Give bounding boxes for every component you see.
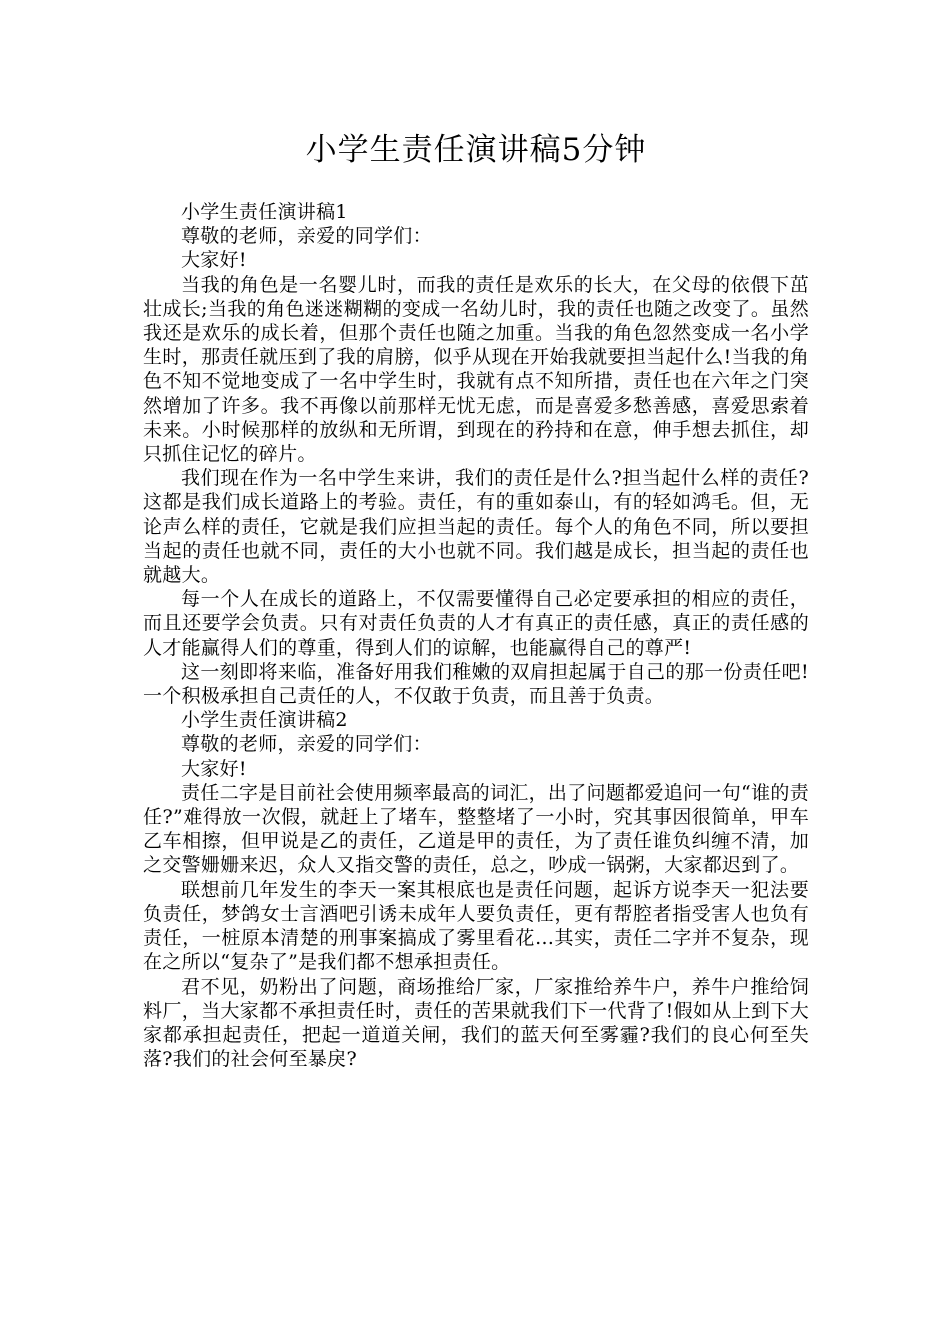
document-page bbox=[143, 0, 809, 1344]
speech-1-paragraph: 每一个人在成长的道路上，不仅需要懂得自己必定要承担的相应的责任，而且还要学会负责。只有对责任负责的人才有真正的责任感，真正的责任感的人才能赢得人们的尊重，得到人们的谅解，也能赢得自己的尊严! bbox=[143, 588, 809, 659]
speech-2-greeting: 大家好! bbox=[181, 757, 247, 780]
speech-2-paragraph: 君不见，奶粉出了问题，商场推给厂家，厂家推给养牛户，养牛户推给饲料厂，当大家都不承担责任时，责任的苦果就我们下一代背了!假如从上到下大家都承担起责任，把起一道道关闸，我们的蓝天何至雾霾?我们的良心何至失落?我们的社会何至暴戾? bbox=[143, 975, 809, 1071]
speech-1-greeting: 大家好! bbox=[181, 249, 247, 272]
speech-1-paragraph: 这一刻即将来临，准备好用我们稚嫩的双肩担起属于自己的那一份责任吧!一个积极承担自己责任的人，不仅敢于负责，而且善于负责。 bbox=[143, 660, 809, 708]
speech-1-paragraph: 当我的角色是一名婴儿时，而我的责任是欢乐的长大，在父母的依偎下茁壮成长;当我的角色迷迷糊糊的变成一名幼儿时，我的责任也随之改变了。虽然我还是欢乐的成长着，但那个责任也随之加重。当我的角色忽然变成一名小学生时，那责任就压到了我的肩膀，似乎从现在开始我就要担当起什么!当我的角色不知不觉地变成了一名中学生时，我就有点不知所措，责任也在六年之门突然增加了许多。我不再像以前那样无忧无虑，而是喜爱多愁善感，喜爱思索着未来。小时候那样的放纵和无所谓，到现在的矜持和在意，伸手想去抓住，却只抓住记忆的碎片。 bbox=[143, 273, 809, 466]
document-title: 小学生责任演讲稿5分钟 bbox=[305, 132, 647, 168]
speech-2-paragraph: 责任二字是目前社会使用频率最高的词汇，出了问题都爱追问一句“谁的责任?”难得放一次假，就赶上了堵车，整整堵了一小时，究其事因很简单，甲车乙车相擦，但甲说是乙的责任，乙道是甲的责任，为了责任谁负纠缠不清，加之交警姗姗来迟，众人又指交警的责任，总之，吵成一锅粥，大家都迟到了。 bbox=[143, 781, 809, 877]
speech-2-paragraph: 联想前几年发生的李天一案其根底也是责任问题，起诉方说李天一犯法要负责任，梦鸽女士言酒吧引诱未成年人要负责任，更有帮腔者指受害人也负有责任，一桩原本清楚的刑事案搞成了雾里看花…其实，责任二字并不复杂，现在之所以“复杂了”是我们都不想承担责任。 bbox=[143, 878, 809, 974]
speech-1-heading: 小学生责任演讲稿1 bbox=[181, 201, 348, 223]
speech-2-heading: 小学生责任演讲稿2 bbox=[181, 709, 348, 732]
speech-2-salutation: 尊敬的老师，亲爱的同学们： bbox=[181, 733, 432, 756]
speech-1-salutation: 尊敬的老师，亲爱的同学们： bbox=[181, 225, 432, 248]
document-body bbox=[143, 200, 809, 1071]
speech-1-paragraph: 我们现在作为一名中学生来讲，我们的责任是什么?担当起什么样的责任?这都是我们成长道路上的考验。责任，有的重如泰山，有的轻如鸿毛。但，无论声么样的责任，它就是我们应担当起的责任。每个人的角色不同，所以要担当起的责任也就不同，责任的大小也就不同。我们越是成长，担当起的责任也就越大。 bbox=[143, 467, 809, 587]
